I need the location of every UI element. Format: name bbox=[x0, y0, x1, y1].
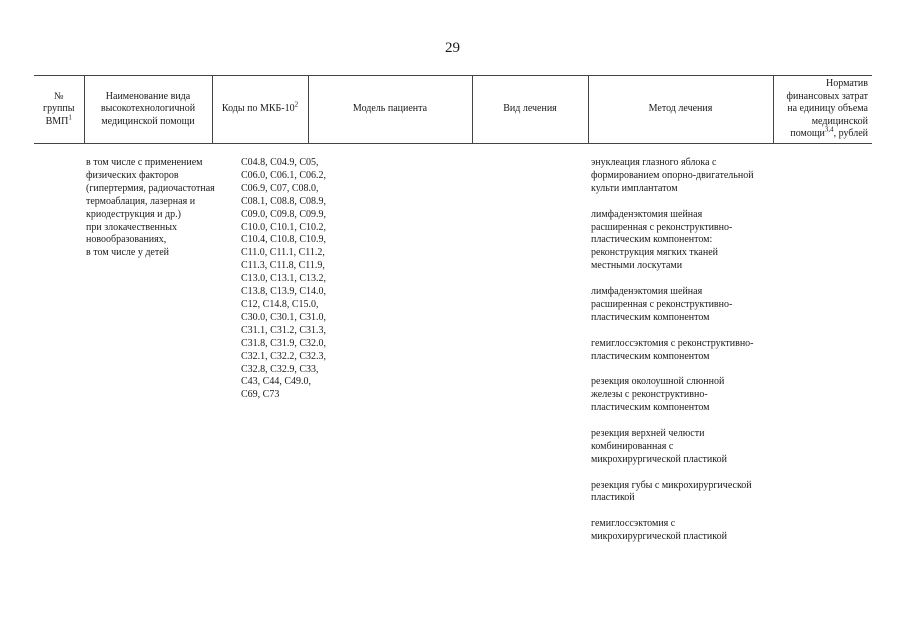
code-line: C10.4, C10.8, C10.9, bbox=[241, 234, 327, 246]
method-entry bbox=[591, 209, 771, 274]
treatment-method-cell bbox=[591, 157, 771, 557]
code-line: C12, C14.8, C15.0, bbox=[241, 298, 319, 310]
header-care-type-line: медицинской помощи bbox=[101, 115, 195, 127]
code-line: C11.0, C11.1, C11.2, bbox=[241, 247, 325, 259]
text-line: энуклеация глазного яблока с bbox=[591, 157, 717, 168]
text-line: резекция губы с микрохирургической bbox=[591, 479, 752, 491]
text-line: пластическим компонентом bbox=[591, 402, 710, 414]
header-cost-norm-line: медицинской bbox=[811, 115, 868, 127]
text-line: микрохирургической пластикой bbox=[591, 531, 727, 543]
code-line: C31.1, C31.2, C31.3, bbox=[241, 324, 327, 336]
page-number: 29 bbox=[445, 40, 460, 56]
text-line: криодеструкция и др.) bbox=[86, 208, 181, 220]
code-line: C32.8, C32.9, C33, bbox=[241, 363, 319, 375]
header-group-number-line: группы bbox=[43, 103, 75, 114]
method-entry bbox=[591, 157, 771, 196]
text-line: местными лоскутами bbox=[591, 260, 683, 272]
code-line: C43, C44, C49.0, bbox=[241, 376, 312, 388]
header-icd-codes: Коды по МКБ-$10^2$ bbox=[212, 76, 308, 144]
text-line: (гипертермия, радиочастотная bbox=[86, 182, 215, 194]
code-line: C06.9, C07, C08.0, bbox=[241, 182, 319, 194]
code-line: C30.0, C30.1, C31.0, bbox=[241, 311, 327, 323]
text-line: гемиглоссэктомия с bbox=[591, 518, 676, 530]
header-cost-norm-line: на единицу объема bbox=[787, 103, 868, 114]
header-group-number-line: ВМП$^1$ bbox=[45, 113, 72, 127]
header-cost-norm bbox=[773, 76, 872, 144]
header-treatment-type: Вид лечения bbox=[472, 76, 588, 144]
method-entry bbox=[591, 286, 771, 325]
method-entry bbox=[591, 428, 771, 467]
code-line: C13.8, C13.9, C14.0, bbox=[241, 286, 327, 298]
text-line: пластическим компонентом bbox=[591, 350, 710, 362]
method-entry bbox=[591, 338, 771, 364]
code-line: C06.0, C06.1, C06.2, bbox=[241, 169, 327, 181]
header-care-type-line: высокотехнологичной bbox=[100, 103, 196, 114]
code-line: C10.0, C10.1, C10.2, bbox=[241, 221, 327, 233]
header-cost-norm-line: Норматив bbox=[826, 78, 868, 89]
text-line: новообразованиях, bbox=[86, 234, 167, 246]
text-line: формированием опорно-двигательной bbox=[591, 169, 754, 181]
text-line: физических факторов bbox=[86, 169, 179, 181]
text-line: гемиглоссэктомия с реконструктивно- bbox=[591, 337, 754, 349]
method-entry bbox=[591, 480, 771, 506]
code-line: C04.8, C04.9, C05, bbox=[241, 157, 319, 168]
method-entry bbox=[591, 518, 771, 544]
header-group-number bbox=[34, 76, 84, 144]
text-line: культи имплантатом bbox=[591, 182, 678, 194]
text-line: резекция околоушной слюнной bbox=[591, 376, 725, 388]
care-type-name-cell bbox=[86, 157, 236, 260]
text-line: расширенная с реконструктивно- bbox=[591, 298, 733, 310]
code-line: C32.1, C32.2, C32.3, bbox=[241, 350, 327, 362]
text-line: железы с реконструктивно- bbox=[591, 389, 708, 401]
text-line: резекция верхней челюсти bbox=[591, 427, 705, 439]
text-line: лимфаденэктомия шейная bbox=[591, 208, 703, 220]
text-line: в том числе у детей bbox=[86, 247, 170, 259]
text-line: пластическим компонентом bbox=[591, 311, 710, 323]
code-line: C08.1, C08.8, C08.9, bbox=[241, 195, 327, 207]
text-line: пластическим компонентом: bbox=[591, 234, 713, 246]
header-patient-model: Модель пациента bbox=[308, 76, 472, 144]
text-line: термоаблация, лазерная и bbox=[86, 195, 196, 207]
header-cost-norm-line: финансовых затрат bbox=[786, 90, 868, 102]
code-line: C13.0, C13.1, C13.2, bbox=[241, 273, 327, 285]
table-header bbox=[34, 75, 872, 144]
text-line: комбинированная с bbox=[591, 440, 674, 452]
text-line: лимфаденэктомия шейная bbox=[591, 286, 703, 298]
header-care-type-line: Наименование вида bbox=[105, 90, 191, 102]
code-line: C31.8, C31.9, C32.0, bbox=[241, 337, 327, 349]
method-entry bbox=[591, 376, 771, 415]
text-line: расширенная с реконструктивно- bbox=[591, 221, 733, 233]
text-line: при злокачественных bbox=[86, 221, 177, 233]
code-line: C11.3, C11.8, C11.9, bbox=[241, 260, 325, 272]
text-line: реконструкция мягких тканей bbox=[591, 247, 718, 259]
header-group-number-line: № bbox=[53, 90, 64, 102]
code-line: C09.0, C09.8, C09.9, bbox=[241, 208, 327, 220]
header-care-type-name bbox=[84, 76, 212, 144]
header-cost-norm-line: помощи$^{3,4}$, рублей bbox=[790, 125, 868, 139]
icd-codes-cell bbox=[241, 157, 341, 402]
header-treatment-method: Метод лечения bbox=[588, 76, 773, 144]
text-line: в том числе с применением bbox=[86, 157, 203, 168]
text-line: микрохирургической пластикой bbox=[591, 453, 727, 465]
code-line: C69, C73 bbox=[241, 389, 280, 401]
text-line: пластикой bbox=[591, 492, 635, 504]
